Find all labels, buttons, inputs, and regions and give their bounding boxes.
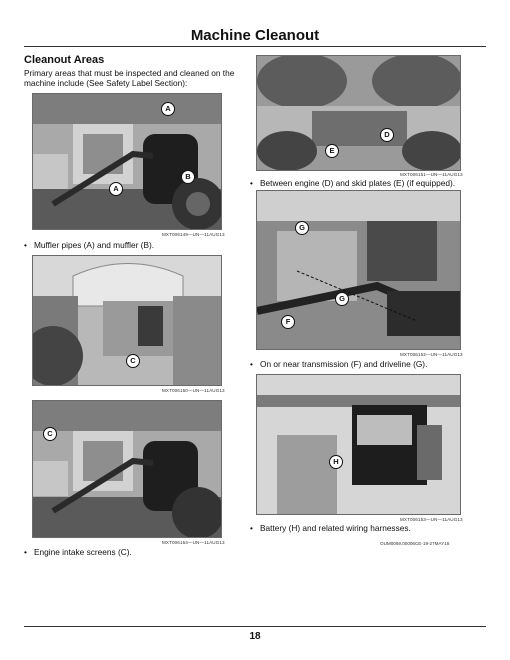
bullet-item (250, 178, 455, 188)
figure-code: MXT006153—UN—11AUG13 (400, 517, 463, 522)
bullet-dot: • (250, 359, 253, 369)
callout-d: D (380, 128, 394, 142)
callout-f: F (281, 315, 295, 329)
callout-a-bottom: A (109, 182, 123, 196)
bullet-dot: • (250, 523, 253, 533)
callout-c: C (43, 427, 57, 441)
caption-muffler: Muffler pipes (A) and muffler (B). (34, 240, 155, 250)
bullet-item (250, 359, 427, 369)
figure-code: MXT006152—UN—11AUG13 (400, 352, 463, 357)
photo-transmission (256, 190, 461, 350)
bullet-dot: • (250, 178, 253, 188)
footer-rule (24, 626, 486, 627)
document-reference: OUM0069,00006CE-19-27MAY15 (380, 541, 450, 546)
caption-battery: Battery (H) and related wiring harnesses. (260, 523, 411, 533)
callout-b: B (181, 170, 195, 184)
caption-intake-screens: Engine intake screens (C). (34, 547, 132, 557)
callout-c: C (126, 354, 140, 368)
figure-code: MXT006149—UN—11AUG13 (162, 232, 225, 237)
photo-intake-side (32, 255, 222, 386)
figure-code: MXT006154—UN—11AUG13 (162, 540, 225, 545)
figure-code: MXT006151—UN—11AUG13 (400, 172, 463, 177)
bullet-item (250, 523, 411, 533)
bullet-dot: • (24, 240, 27, 250)
callout-h: H (329, 455, 343, 469)
photo-skid-plates (256, 55, 461, 171)
caption-skid-plates: Between engine (D) and skid plates (E) (if equipped). (260, 178, 456, 188)
page-number: 18 (249, 631, 261, 642)
callout-g-bottom: G (335, 292, 349, 306)
bullet-dot: • (24, 547, 27, 557)
caption-transmission: On or near transmission (F) and driveline (G). (260, 359, 428, 369)
photo-intake-screens (32, 400, 222, 538)
intro-paragraph: Primary areas that must be inspected and cleaned on the machine include (See Safety Label Section): (24, 68, 235, 88)
bullet-item (24, 240, 154, 250)
bullet-item (24, 547, 132, 557)
callout-g-top: G (295, 221, 309, 235)
figure-code: MXT006150—UN—11AUG13 (162, 388, 225, 393)
callout-a-top: A (161, 102, 175, 116)
callout-e: E (325, 144, 339, 158)
section-heading: Cleanout Areas (24, 54, 105, 66)
photo-battery (256, 374, 461, 515)
photo-muffler (32, 93, 222, 230)
page-title: Machine Cleanout (190, 27, 320, 44)
header-rule (24, 46, 486, 47)
